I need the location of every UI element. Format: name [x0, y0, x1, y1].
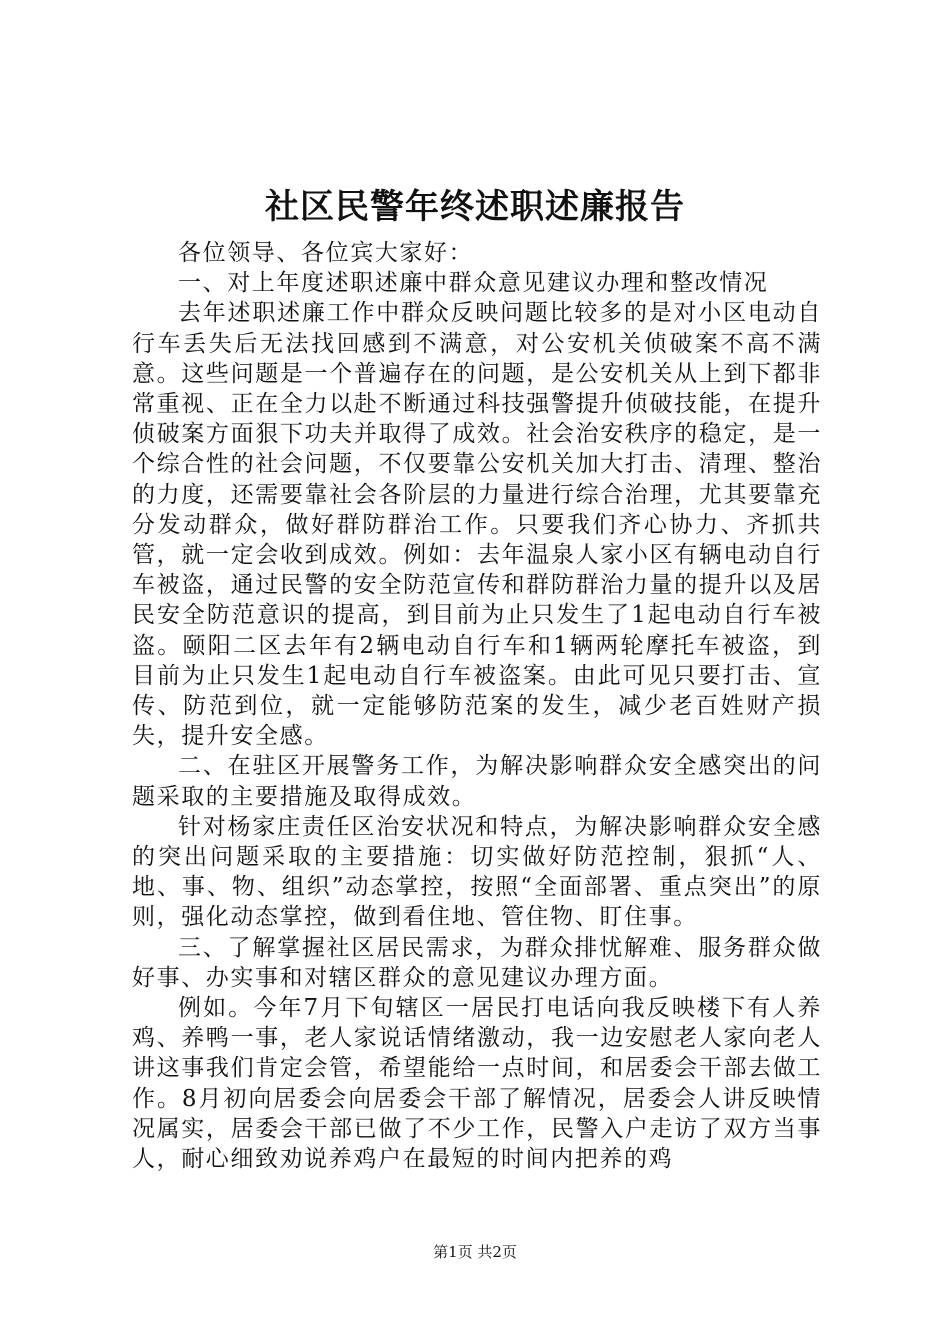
body-paragraph: 例如。今年7月下旬辖区一居民打电话向我反映楼下有人养鸡、养鸭一事，老人家说话情绪激动，我一边安慰老人家向老人讲这事我们肯定会管，希望能给一点时间，和居委会干部去做工作。8月初向居委会向居委会干部了解情况，居委会人讲反映情况属实，居委会干部已做了不少工作，民警入户走访了双方当事人，耐心细致劝说养鸡户在最短的时间内把养的鸡 [132, 995, 822, 1173]
page-footer: 第1页 共2页 [433, 1243, 517, 1261]
body-paragraph: 去年述职述廉工作中群众反映问题比较多的是对小区电动自行车丢失后无法找回感到不满意，对公安机关侦破案不高不满意。这些问题是一个普遍存在的问题，是公安机关从上到下都非常重视、正在全力以赴不断通过科技强警提升侦破技能，在提升侦破案方面狠下功夫并取得了成效。社会治安秩序的稳定，是一个综合性的社会问题，不仅要靠公安机关加大打击、清理、整治的力度，还需要靠社会各阶层的力量进行综合治理，尤其要靠充分发动群众，做好群防群治工作。只要我们齐心协力、齐抓共管，就一定会收到成效。例如：去年温泉人家小区有辆电动自行车被盗，通过民警的安全防范宣传和群防群治力量的提升以及居民安全防范意识的提高，到目前为止只发生了1起电动自行车被盗。颐阳二区去年有2辆电动自行车和1辆两轮摩托车被盗，到目前为止只发生1起电动自行车被盗案。由此可见只要打击、宣传、防范到位，就一定能够防范案的发生，减少老百姓财产损失，提升安全感。 [132, 300, 822, 750]
section-heading-3: 三、了解掌握社区居民需求，为群众排忧解难、服务群众做好事、办实事和对辖区群众的意见建议办理方面。 [132, 934, 822, 991]
section-heading-2: 二、在驻区开展警务工作，为解决影响群众安全感突出的问题采取的主要措施及取得成效。 [132, 753, 822, 810]
greeting-paragraph: 各位领导、各位宾大家好： [178, 240, 474, 266]
body-paragraph: 针对杨家庄责任区治安状况和特点，为解决影响群众安全感的突出问题采取的主要措施：切实做好防范控制，狠抓“人、地、事、物、组织”动态掌控，按照“全面部署、重点突出”的原则，强化动态掌控，做到看住地、管住物、盯住事。 [132, 813, 822, 931]
document-body [132, 238, 822, 1174]
document-title: 社区民警年终述职述廉报告 [265, 187, 685, 227]
section-heading-1: 一、对上年度述职述廉中群众意见建议办理和整改情况 [178, 270, 769, 297]
